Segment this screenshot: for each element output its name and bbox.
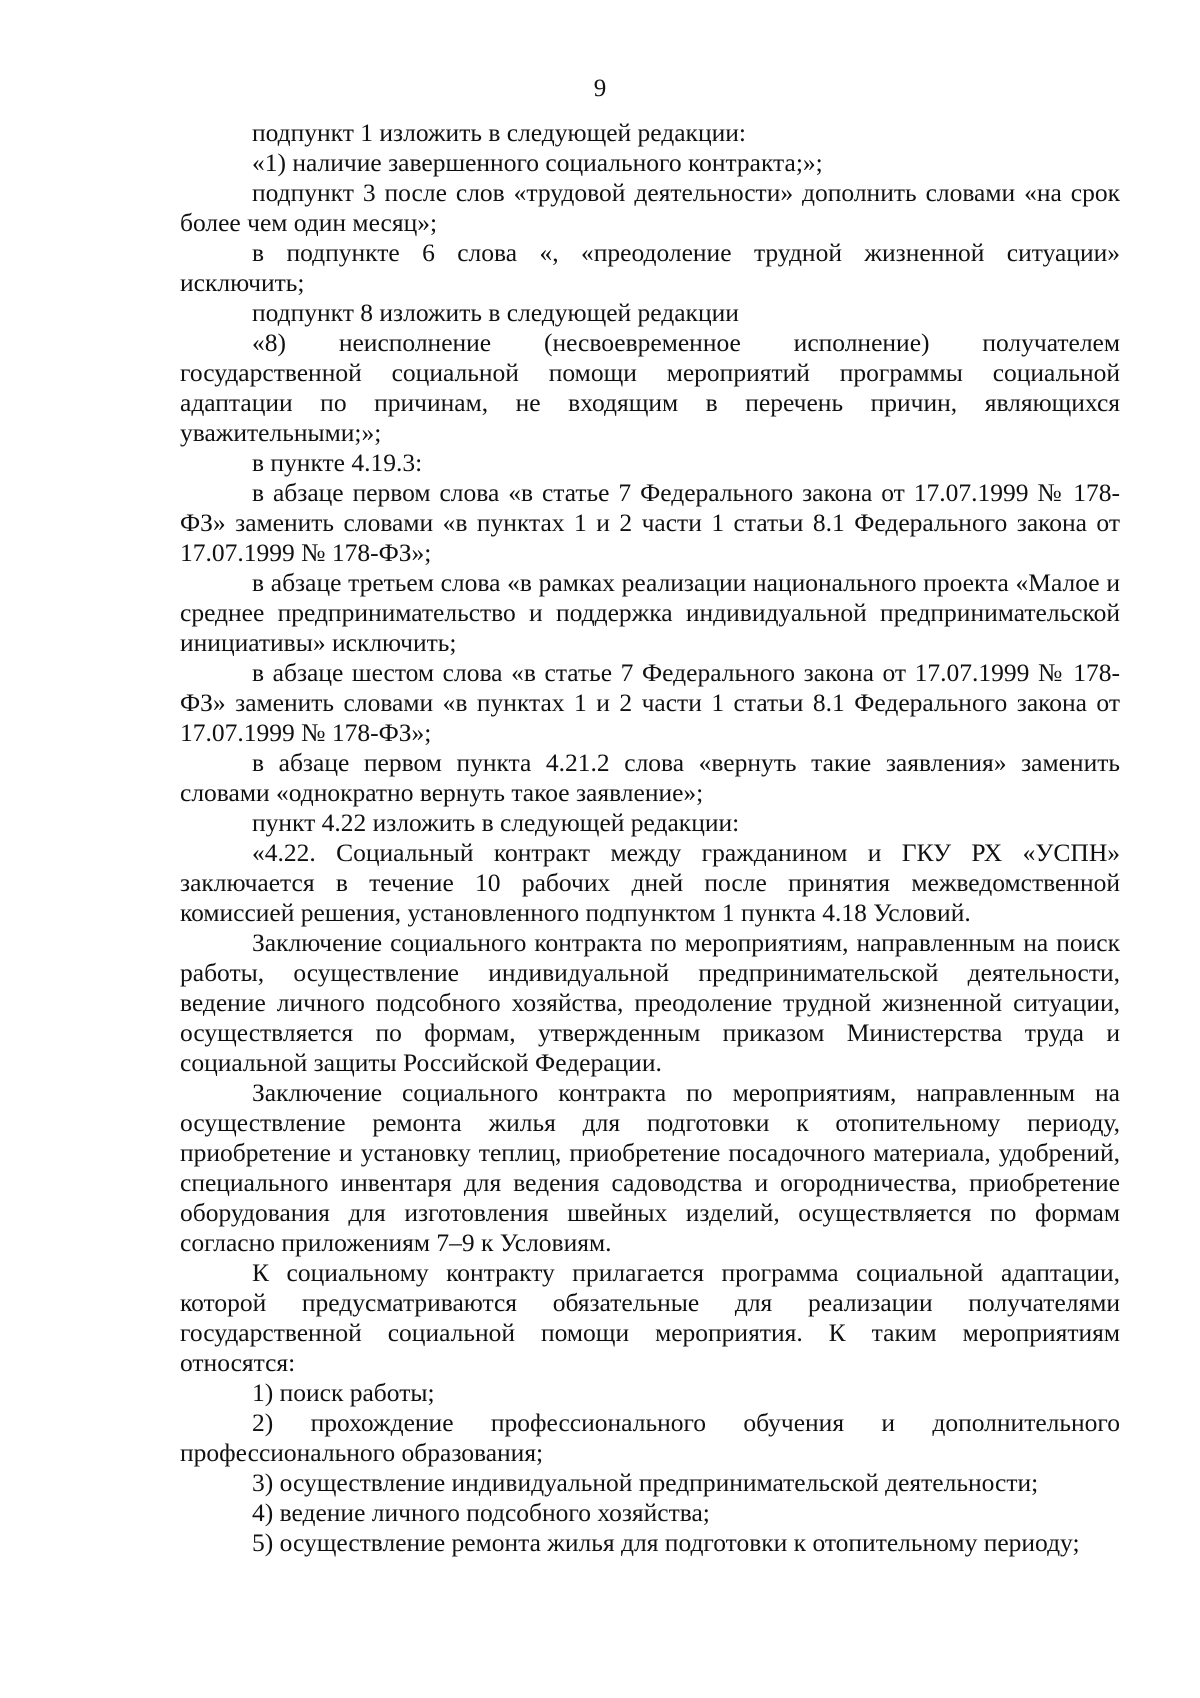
paragraph: «8) неисполнение (несвоевременное исполнение) получателем государственной социальной помощи мероприятий программы социальной адаптации по причинам, не входящим в перечень причин, являющихся уважительными;»;	[180, 328, 1120, 447]
list-item: 5) осуществление ремонта жилья для подготовки к отопительному периоду;	[252, 1528, 1080, 1557]
paragraph: «4.22. Социальный контракт между гражданином и ГКУ РХ «УСПН» заключается в течение 10 рабочих дней после принятия межведомственной комиссией решения, установленного подпунктом 1 пункта 4.18 Условий.	[180, 838, 1120, 927]
paragraph: в абзаце первом слова «в статье 7 Федерального закона от 17.07.1999 № 178-ФЗ» заменить словами «в пунктах 1 и 2 части 1 статьи 8.1 Федерального закона от 17.07.1999 № 178-ФЗ»;	[180, 478, 1120, 567]
list-item: 3) осуществление индивидуальной предпринимательской деятельности;	[252, 1468, 1039, 1497]
paragraph: «1) наличие завершенного социального контракта;»;	[252, 148, 823, 177]
paragraph: в абзаце шестом слова «в статье 7 Федерального закона от 17.07.1999 № 178-ФЗ» заменить словами «в пунктах 1 и 2 части 1 статьи 8.1 Федерального закона от 17.07.1999 № 178-ФЗ»;	[180, 658, 1120, 747]
paragraph: Заключение социального контракта по мероприятиям, направленным на поиск работы, осуществление индивидуальной предпринимательской деятельности, ведение личного подсобного хозяйства, преодоление трудной жизненной ситуации, осуществляется по формам, утвержденным приказом Министерства труда и социальной защиты Российской Федерации.	[180, 928, 1120, 1077]
list-item: 2) прохождение профессионального обучения и дополнительного профессионального образования;	[180, 1408, 1120, 1467]
page-number: 9	[593, 75, 607, 102]
paragraph: в подпункте 6 слова «, «преодоление трудной жизненной ситуации» исключить;	[180, 238, 1120, 297]
paragraph: пункт 4.22 изложить в следующей редакции:	[252, 808, 740, 837]
paragraph: Заключение социального контракта по мероприятиям, направленным на осуществление ремонта жилья для подготовки к отопительному периоду, приобретение и установку теплиц, приобретение посадочного материала, удобрений, специального инвентаря для ведения садоводства и огородничества, приобретение оборудования для изготовления швейных изделий, осуществляется по формам согласно приложениям 7–9 к Условиям.	[180, 1078, 1120, 1257]
paragraph: в абзаце первом пункта 4.21.2 слова «вернуть такие заявления» заменить словами «однократно вернуть такое заявление»;	[180, 748, 1120, 807]
list-item: 1) поиск работы;	[252, 1378, 435, 1407]
paragraph: подпункт 8 изложить в следующей редакции	[252, 298, 739, 327]
paragraph: в пункте 4.19.3:	[252, 448, 423, 477]
paragraph: подпункт 3 после слов «трудовой деятельности» дополнить словами «на срок более чем один месяц»;	[180, 178, 1120, 237]
paragraph: в абзаце третьем слова «в рамках реализации национального проекта «Малое и среднее предпринимательство и поддержка индивидуальной предпринимательской инициативы» исключить;	[180, 568, 1120, 657]
paragraph: К социальному контракту прилагается программа социальной адаптации, которой предусматриваются обязательные для реализации получателями государственной социальной помощи мероприятия. К таким мероприятиям относятся:	[180, 1258, 1120, 1377]
document-body	[180, 118, 1120, 1558]
list-item: 4) ведение личного подсобного хозяйства;	[252, 1498, 710, 1527]
paragraph: подпункт 1 изложить в следующей редакции:	[252, 118, 746, 147]
